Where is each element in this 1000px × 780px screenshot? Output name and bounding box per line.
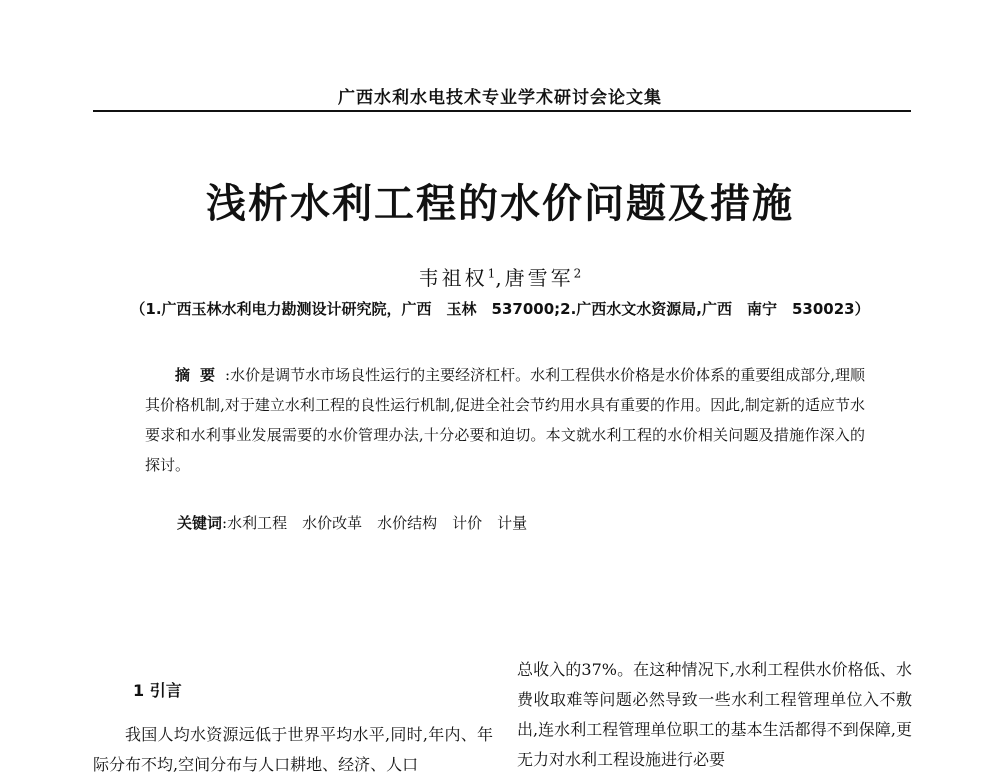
abstract-text: 水价是调节水市场良性运行的主要经济杠杆。水利工程供水价格是水价体系的重要组成部分,理顺其价格机制,对于建立水利工程的良性运行机制,促进全社会节约用水具有重要的作用。因此,制定新的适应节水要求和水利事业发展需要的水价管理办法,十分必要和迫切。本文就水利工程的水价相关问题及措施作深入的探讨。 [145, 366, 865, 474]
author-name: 韦祖权 [418, 266, 488, 290]
section-paragraph: 我国人均水资源远低于世界平均水平,同时,年内、年际分布不均,空间分布与人口耕地、经济、人口 [93, 725, 493, 774]
keywords-colon: : [222, 514, 228, 532]
author-affiliation-mark: 1 [487, 266, 496, 281]
affiliation: （1.广西玉林水利电力勘测设计研究院，广西 玉林 537000;2.广西水文水资源局,广西 南宁 530023） [130, 300, 870, 318]
abstract-label: 摘要 [175, 366, 226, 384]
authors [0, 262, 1000, 291]
header-rule [93, 110, 911, 112]
keywords-label: 关键词 [177, 514, 223, 532]
left-column [93, 660, 493, 780]
right-column-paragraph: 总收入的37%。在这种情况下,水利工程供水价格低、水费收取难等问题必然导致一些水利工程管理单位入不敷出,连水利工程管理单位职工的基本生活都得不到保障,更无力对水利工程设施进行必要 [517, 660, 912, 769]
author-separator: , [495, 266, 505, 290]
paper-title: 浅析水利工程的水价问题及措施 [206, 180, 794, 227]
keywords [177, 512, 527, 533]
abstract-colon: : [225, 366, 231, 384]
author-name: 唐雪军 [504, 266, 574, 290]
author-affiliation-mark: 2 [573, 266, 582, 281]
section-heading: 1 引言 [133, 681, 182, 700]
running-header: 广西水利水电技术专业学术研讨会论文集 [338, 88, 662, 108]
abstract [145, 360, 865, 480]
keywords-list: 水利工程 水价改革 水价结构 计价 计量 [227, 514, 528, 532]
